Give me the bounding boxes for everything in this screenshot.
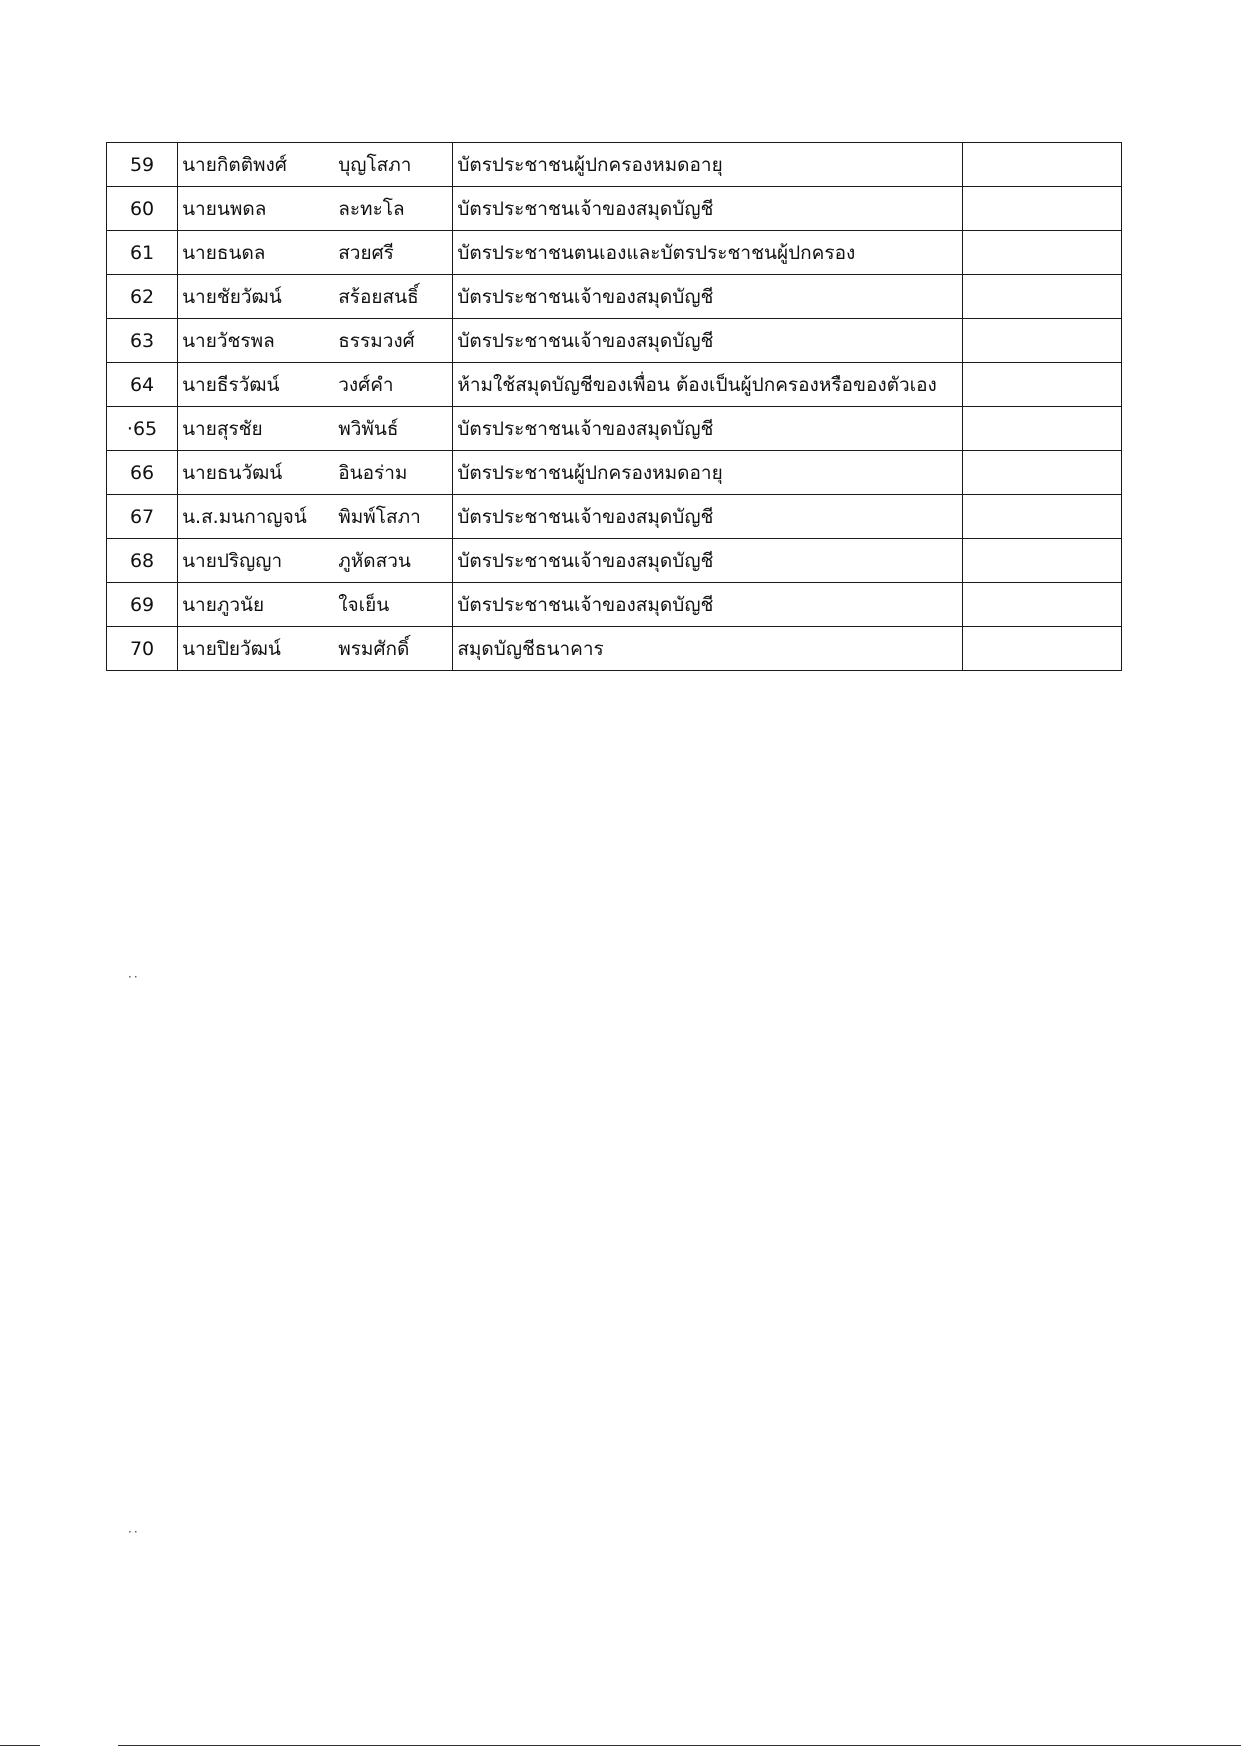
table-row <box>107 583 1122 627</box>
first-name: นายธนวัฒน์ <box>178 451 329 495</box>
document-note: บัตรประชาชนผู้ปกครองหมดอายุ <box>453 451 963 495</box>
first-name: นายวัชรพล <box>178 319 329 363</box>
remark-cell <box>962 539 1121 583</box>
table-row <box>107 143 1122 187</box>
last-name: พิมพ์โสภา <box>328 495 453 539</box>
row-number: 67 <box>107 495 178 539</box>
last-name: ใจเย็น <box>328 583 453 627</box>
document-note: บัตรประชาชนเจ้าของสมุดบัญชี <box>453 319 963 363</box>
first-name: นายภูวนัย <box>178 583 329 627</box>
document-note: บัตรประชาชนเจ้าของสมุดบัญชี <box>453 539 963 583</box>
remark-cell <box>962 231 1121 275</box>
table-row <box>107 407 1122 451</box>
scan-speck: ·· <box>128 1525 140 1539</box>
first-name: น.ส.มนกาญจน์ <box>178 495 329 539</box>
table-row <box>107 451 1122 495</box>
last-name: สร้อยสนธิ์ <box>328 275 453 319</box>
row-number: 60 <box>107 187 178 231</box>
first-name: นายปิยวัฒน์ <box>178 627 329 671</box>
document-note: ห้ามใช้สมุดบัญชีของเพื่อน ต้องเป็นผู้ปกครองหรือของตัวเอง <box>453 363 963 407</box>
document-note: บัตรประชาชนเจ้าของสมุดบัญชี <box>453 407 963 451</box>
remark-cell <box>962 143 1121 187</box>
last-name: ธรรมวงศ์ <box>328 319 453 363</box>
row-number: 59 <box>107 143 178 187</box>
row-number: 64 <box>107 363 178 407</box>
document-note: บัตรประชาชนเจ้าของสมุดบัญชี <box>453 495 963 539</box>
table-row <box>107 231 1122 275</box>
row-number: 66 <box>107 451 178 495</box>
document-note: บัตรประชาชนผู้ปกครองหมดอายุ <box>453 143 963 187</box>
table-row <box>107 539 1122 583</box>
remark-cell <box>962 275 1121 319</box>
table-row <box>107 627 1122 671</box>
first-name: นายธนดล <box>178 231 329 275</box>
last-name: บุญโสภา <box>328 143 453 187</box>
remark-cell <box>962 495 1121 539</box>
document-note: บัตรประชาชนเจ้าของสมุดบัญชี <box>453 583 963 627</box>
document-note: บัตรประชาชนเจ้าของสมุดบัญชี <box>453 275 963 319</box>
first-name: นายชัยวัฒน์ <box>178 275 329 319</box>
footer-rule-left <box>0 1745 40 1746</box>
scan-speck: ·· <box>128 970 140 984</box>
first-name: นายนพดล <box>178 187 329 231</box>
footer-rule <box>118 1745 1241 1746</box>
table-row <box>107 187 1122 231</box>
student-document-table <box>106 142 1122 671</box>
document-note: สมุดบัญชีธนาคาร <box>453 627 963 671</box>
last-name: พวิพันธ์ <box>328 407 453 451</box>
first-name: นายธีรวัฒน์ <box>178 363 329 407</box>
row-number: ·65 <box>107 407 178 451</box>
last-name: ภูหัดสวน <box>328 539 453 583</box>
remark-cell <box>962 627 1121 671</box>
table-body <box>107 143 1122 671</box>
remark-cell <box>962 451 1121 495</box>
remark-cell <box>962 407 1121 451</box>
remark-cell <box>962 319 1121 363</box>
last-name: อินอร่าม <box>328 451 453 495</box>
table-row <box>107 495 1122 539</box>
first-name: นายปริญญา <box>178 539 329 583</box>
row-number: 69 <box>107 583 178 627</box>
first-name: นายสุรชัย <box>178 407 329 451</box>
last-name: ละทะโล <box>328 187 453 231</box>
row-number: 61 <box>107 231 178 275</box>
table-row <box>107 363 1122 407</box>
document-note: บัตรประชาชนเจ้าของสมุดบัญชี <box>453 187 963 231</box>
remark-cell <box>962 187 1121 231</box>
last-name: สวยศรี <box>328 231 453 275</box>
row-number: 63 <box>107 319 178 363</box>
row-number: 68 <box>107 539 178 583</box>
last-name: พรมศักดิ์ <box>328 627 453 671</box>
document-note: บัตรประชาชนตนเองและบัตรประชาชนผู้ปกครอง <box>453 231 963 275</box>
row-number: 62 <box>107 275 178 319</box>
remark-cell <box>962 583 1121 627</box>
first-name: นายกิตติพงศ์ <box>178 143 329 187</box>
last-name: วงศ์คำ <box>328 363 453 407</box>
remark-cell <box>962 363 1121 407</box>
table-row <box>107 275 1122 319</box>
table-row <box>107 319 1122 363</box>
row-number: 70 <box>107 627 178 671</box>
